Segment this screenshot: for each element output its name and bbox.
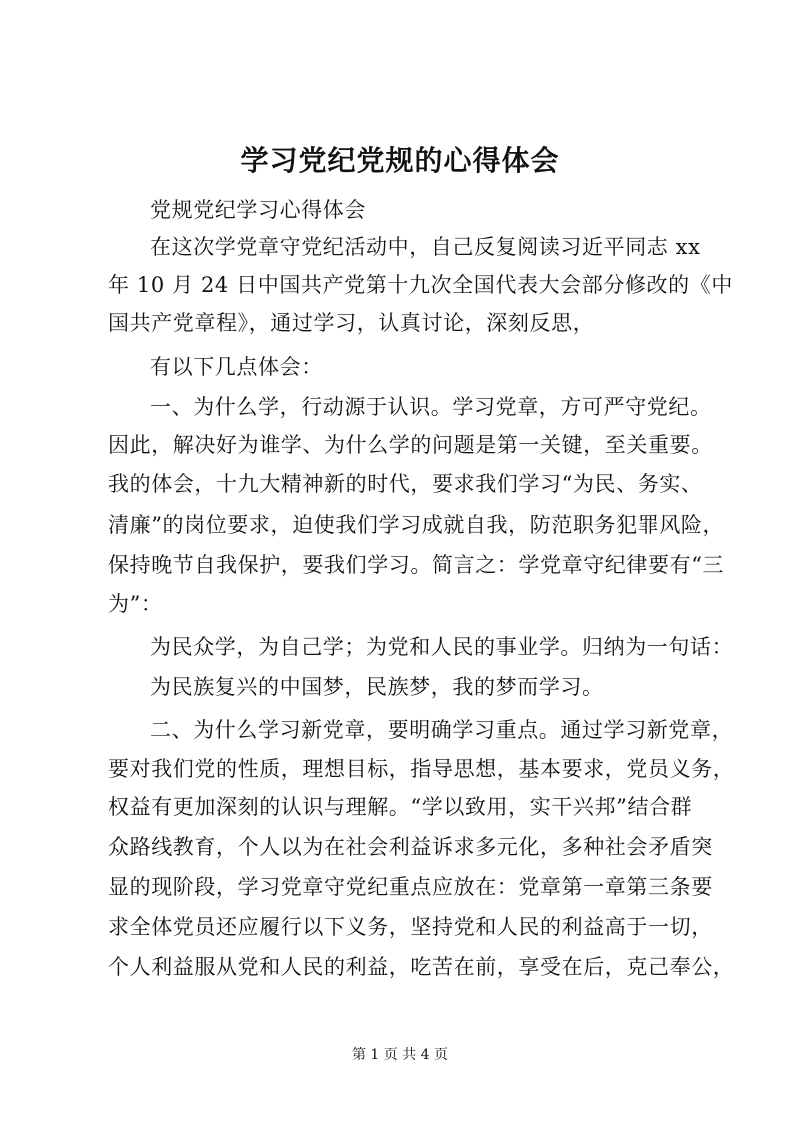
- paragraph-line: 年 10 月 24 日中国共产党第十九次全国代表大会部分修改的《中: [108, 273, 733, 297]
- page-number-footer: 第 1 页 共 4 页: [351, 1047, 449, 1063]
- paragraph-line: 为”：: [108, 592, 163, 616]
- paragraph-line: 求全体党员还应履行以下义务，坚持党和人民的利益高于一切，: [108, 915, 713, 939]
- paragraph-line: 党规党纪学习心得体会: [150, 198, 366, 222]
- paragraph-line: 保持晚节自我保护，要我们学习。简言之：学党章守纪律要有“三: [108, 553, 725, 577]
- paragraph-line: 个人利益服从党和人民的利益，吃苦在前，享受在后，克己奉公，: [108, 955, 735, 979]
- paragraph-line: 国共产党章程》，通过学习，认真讨论，深刻反思，: [108, 311, 595, 335]
- paragraph-line: 为民族复兴的中国梦，民族梦，我的梦而学习。: [150, 675, 604, 699]
- paragraph-line: 我的体会，十九大精神新的时代，要求我们学习“为民、务实、: [108, 472, 703, 496]
- paragraph-line: 在这次学党章守党纪活动中，自己反复阅读习近平同志 xx: [150, 235, 701, 259]
- paragraph-line: 因此，解决好为谁学、为什么学的问题是第一关键，至关重要。: [108, 433, 713, 457]
- paragraph-line: 权益有更加深刻的认识与理解。“学以致用，实干兴邦”结合群: [108, 795, 693, 819]
- paragraph-line: 一、为什么学，行动源于认识。学习党章，方可严守党纪。: [150, 395, 712, 419]
- document-title: 学习党纪党规的心得体会: [240, 144, 560, 177]
- paragraph-line: 众路线教育，个人以为在社会利益诉求多元化，多种社会矛盾突: [108, 835, 713, 859]
- paragraph-line: 要对我们党的性质，理想目标，指导思想，基本要求，党员义务，: [108, 757, 735, 781]
- paragraph-line: 二、为什么学习新党章，要明确学习重点。通过学习新党章，: [150, 718, 734, 742]
- paragraph-line: 有以下几点体会：: [150, 355, 323, 379]
- paragraph-line: 清廉”的岗位要求，迫使我们学习成就自我，防范职务犯罪风险，: [108, 513, 725, 537]
- paragraph-line: 为民众学，为自己学；为党和人民的事业学。归纳为一句话：: [150, 635, 734, 659]
- paragraph-line: 显的现阶段，学习党章守党纪重点应放在：党章第一章第三条要: [108, 875, 713, 899]
